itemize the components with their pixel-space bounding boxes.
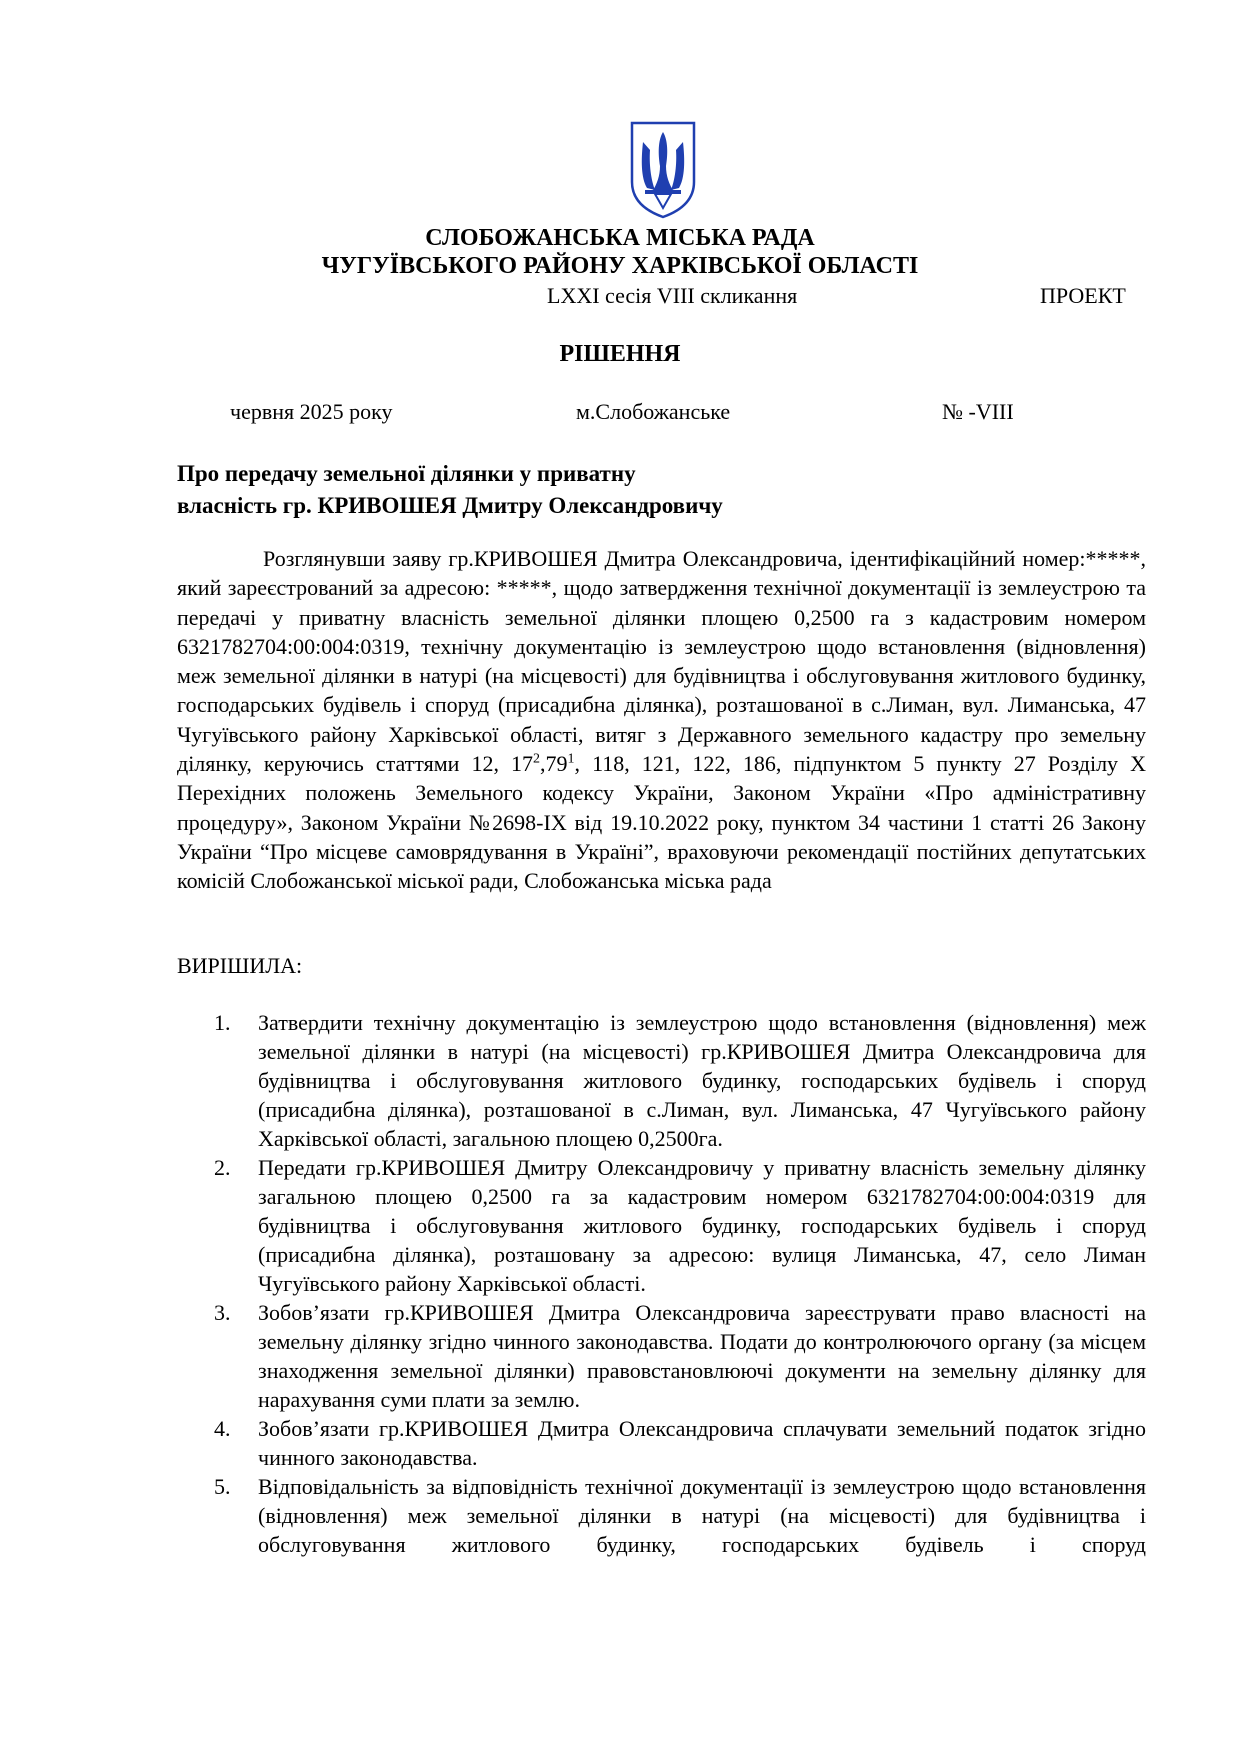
decision-number: № -VIII bbox=[942, 399, 1014, 424]
council-name: СЛОБОЖАНСЬКА МІСЬКА РАДА bbox=[425, 225, 815, 251]
item-text: Зобов’язати гр.КРИВОШЕЯ Дмитра Олександровича сплачувати земельний податок згідно чинного законодавства. bbox=[258, 1416, 1146, 1470]
decision-items-list bbox=[0, 1008, 1240, 1559]
resolved-label: ВИРІШИЛА: bbox=[177, 953, 303, 978]
item-number: 2. bbox=[214, 1155, 231, 1180]
decision-city: м.Слобожанське bbox=[576, 399, 731, 424]
decision-item bbox=[0, 1008, 1240, 1153]
decision-item bbox=[0, 1153, 1240, 1298]
session-info: LXXI сесія VIII скликання bbox=[547, 283, 798, 308]
preamble-paragraph bbox=[177, 544, 1146, 896]
decision-item bbox=[0, 1472, 1240, 1559]
decision-subject bbox=[177, 458, 937, 522]
subject-line: Про передачу земельної ділянки у приватну bbox=[177, 461, 636, 486]
trident-emblem-icon bbox=[629, 120, 697, 220]
superscript: 1 bbox=[567, 751, 575, 767]
superscript: 2 bbox=[533, 751, 541, 767]
document-type: РІШЕННЯ bbox=[559, 341, 681, 367]
item-number: 1. bbox=[214, 1010, 231, 1035]
item-text: Відповідальність за відповідність технічної документації із землеустрою щодо встановлення (відновлення) меж земельної ділянки в натурі (на місцевості) для будівництва і обслуговування житлового будинку, господарських будівель і споруд bbox=[258, 1474, 1146, 1557]
coat-of-arms-emblem bbox=[629, 120, 697, 220]
item-number: 4. bbox=[214, 1416, 231, 1441]
draft-status: ПРОЕКТ bbox=[1040, 283, 1126, 308]
decision-date: червня 2025 року bbox=[230, 399, 393, 424]
item-number: 5. bbox=[214, 1474, 231, 1499]
decision-item bbox=[0, 1414, 1240, 1472]
preamble-text: Розглянувши заяву гр.КРИВОШЕЯ Дмитра Олександровича, ідентифікаційний номер:*****, який зареєстрований за адресою: *****, щодо затвердження технічної документації із землеустрою та передачі у приватну власність земельної ділянки площею 0,2500 га з кадастровим номером 6321782704:00:004:0319, технічну документацію із землеустрою щодо встановлення (відновлення) меж земельної ділянки в натурі (на місцевості) для будівництва і обслуговування житлового будинку, господарських будівель і споруд (присадибна ділянка), розташованої в с.Лиман, вул. Лиманська, 47 Чугуївського району Харківської області, витяг з Державного земельного кадастру про земельну ділянку, керуючись статтями 12, 17 bbox=[177, 546, 1146, 777]
item-text: Зобов’язати гр.КРИВОШЕЯ Дмитра Олександровича зареєструвати право власності на земельну ділянку згідно чинного законодавства. Подати до контролюючого органу (за місцем знаходження земельної ділянки) правовстановлюючі документи на земельну ділянку для нарахування суми плати за землю. bbox=[258, 1300, 1146, 1412]
item-text: Затвердити технічну документацію із землеустрою щодо встановлення (відновлення) меж земельної ділянки в натурі (на місцевості) гр.КРИВОШЕЯ Дмитра Олександровича для будівництва і обслуговування житлового будинку, господарських будівель і споруд (присадибна ділянка), розташованої в с.Лиман, вул. Лиманська, 47 Чугуївського району Харківської області, загальною площею 0,2500га. bbox=[258, 1010, 1146, 1151]
preamble-text: , 118, 121, 122, 186, підпунктом 5 пункту 27 Розділу X Перехідних положень Земельного кодексу України, Законом України «Про адміністративну процедуру», Законом України №2698-IX від 19.10.2022 року, пунктом 34 частини 1 статті 26 Закону України “Про місцеве самоврядування в Україні”, враховуючи рекомендації постійних депутатських комісій Слобожанської міської ради, Слобожанська міська рада bbox=[177, 751, 1146, 894]
item-number: 3. bbox=[214, 1300, 231, 1325]
preamble-text: ,79 bbox=[540, 751, 568, 777]
subject-line: власність гр. КРИВОШЕЯ Дмитру Олександровичу bbox=[177, 493, 723, 518]
decision-item bbox=[0, 1298, 1240, 1414]
item-text: Передати гр.КРИВОШЕЯ Дмитру Олександровичу у приватну власність земельну ділянку загальною площею 0,2500 га за кадастровим номером 6321782704:00:004:0319 для будівництва і обслуговування житлового будинку, господарських будівель і споруд (присадибна ділянка), розташовану за адресою: вулиця Лиманська, 47, село Лиман Чугуївського району Харківської області. bbox=[258, 1155, 1146, 1296]
district-name: ЧУГУЇВСЬКОГО РАЙОНУ ХАРКІВСЬКОЇ ОБЛАСТІ bbox=[321, 253, 919, 279]
